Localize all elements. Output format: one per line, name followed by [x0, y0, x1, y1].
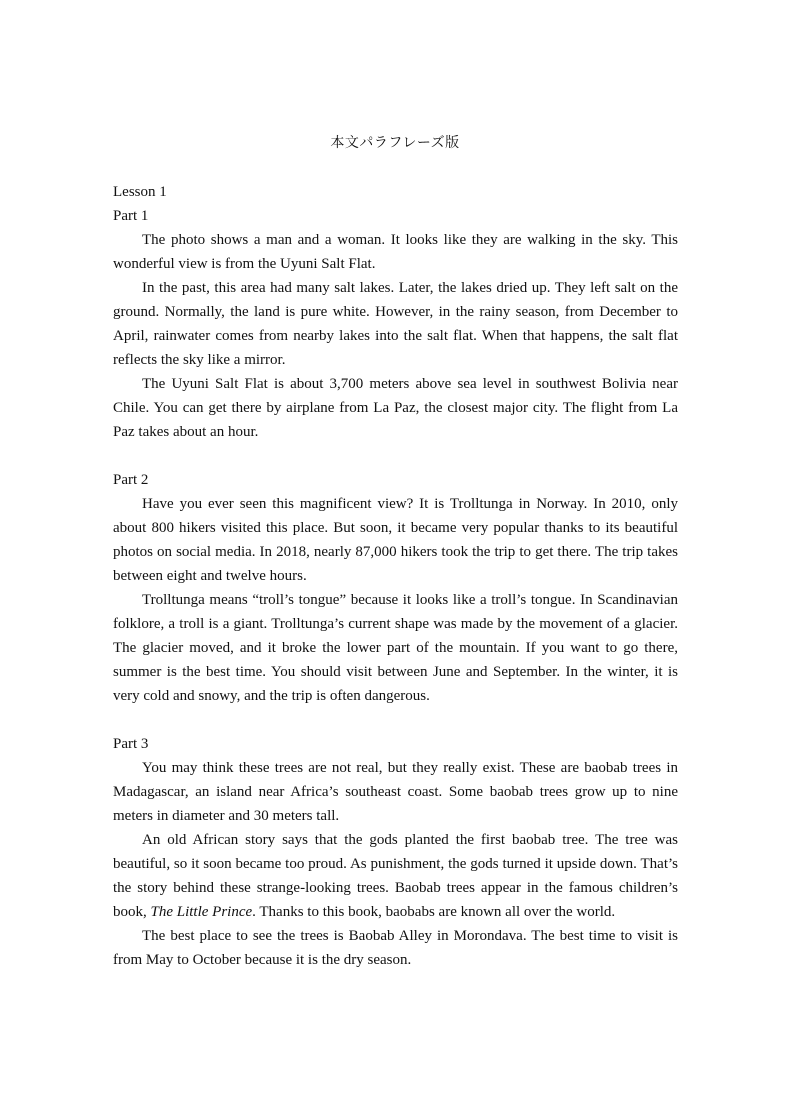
part-3-paragraph-1: You may think these trees are not real, but they really exist. These are baobab trees in Madagascar, an island near Africa’s southeast coast. Some baobab trees grow up to nine meters in diameter and 30 meters tall.: [113, 760, 678, 824]
section-spacer: [113, 708, 678, 732]
story-text-after: . Thanks to this book, baobabs are known all over the world.: [252, 904, 616, 920]
part-2-paragraph-2: Trolltunga means “troll’s tongue” because it looks like a troll’s tongue. In Scandinavian folklore, a troll is a giant. Trolltunga’s current shape was made by the movement of a glacier. The glacier moved, and it broke the lower part of the mountain. If you want to go there, summer is the best time. You should visit between June and September. In the winter, it is very cold and snowy, and the trip is often dangerous.: [113, 592, 678, 704]
part-2-heading: Part 2: [113, 472, 149, 488]
story-text-before: An old African story says that the gods planted the first baobab tree. The tree was beautiful, so it soon became too proud. As punishment, the gods turned it upside down. That’s the story behind these strange-looking trees. Baobab trees appear in the famous children’s book,: [113, 832, 678, 920]
part-1-paragraph-1: The photo shows a man and a woman. It looks like they are walking in the sky. This wonderful view is from the Uyuni Salt Flat.: [113, 232, 678, 272]
part-3-paragraph-3: The best place to see the trees is Baobab Alley in Morondava. The best time to visit is from May to October because it is the dry season.: [113, 928, 678, 968]
part-3-heading: Part 3: [113, 736, 149, 752]
part-3-paragraph-2: [113, 828, 678, 924]
part-1-heading: Part 1: [113, 208, 149, 224]
lesson-heading: Lesson 1: [113, 184, 167, 200]
book-title: The Little Prince: [150, 904, 253, 920]
section-spacer: [113, 444, 678, 468]
part-1-paragraph-3: The Uyuni Salt Flat is about 3,700 meters above sea level in southwest Bolivia near Chile. You can get there by airplane from La Paz, the closest major city. The flight from La Paz takes about an hour.: [113, 376, 678, 440]
page-title: 本文パラフレーズ版: [330, 135, 460, 151]
part-1-paragraph-2: In the past, this area had many salt lakes. Later, the lakes dried up. They left salt on the ground. Normally, the land is pure white. However, in the rainy season, from December to April, rainwater comes from nearby lakes into the salt flat. When that happens, the salt flat reflects the sky like a mirror.: [113, 280, 678, 368]
part-2-paragraph-1: Have you ever seen this magnificent view? It is Trolltunga in Norway. In 2010, only about 800 hikers visited this place. But soon, it became very popular thanks to its beautiful photos on social media. In 2018, nearly 87,000 hikers took the trip to get there. The trip takes between eight and twelve hours.: [113, 496, 678, 584]
document-body: [113, 180, 678, 972]
